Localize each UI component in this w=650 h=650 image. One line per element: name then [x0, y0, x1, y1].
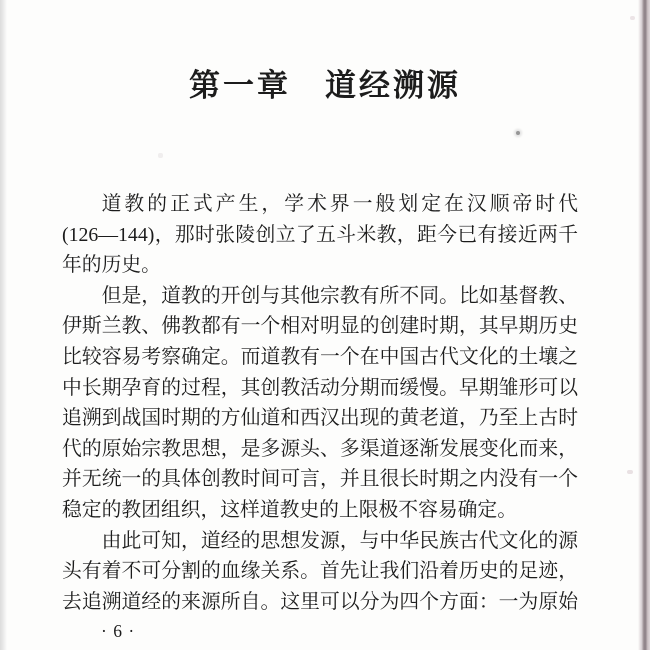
page-number: · 6 ·	[101, 621, 136, 641]
text-line: 头有着不可分割的血缘关系。首先让我们沿着历史的足迹，	[62, 560, 578, 583]
text-line: 由此可知，道经的思想发源，与中华民族古代文化的源	[101, 529, 578, 552]
body-text	[62, 189, 578, 617]
text-line: 去追溯道经的来源所自。这里可以分为四个方面：一为原始	[62, 590, 578, 613]
text-line: 但是，道教的开创与其他宗教有所不同。比如基督教、	[101, 284, 578, 307]
paragraph	[62, 281, 578, 526]
scan-speck	[630, 16, 635, 20]
chapter-title: 第一章 道经溯源	[189, 67, 461, 103]
paragraph	[62, 189, 578, 281]
text-line: 追溯到战国时期的方仙道和西汉出现的黄老道，乃至上古时	[62, 407, 578, 430]
text-line: 年的历史。	[62, 254, 161, 277]
text-line: 伊斯兰教、佛教都有一个相对明显的创建时期，其早期历史	[62, 315, 578, 338]
scan-speck	[516, 131, 520, 135]
text-line: 稳定的教团组织，这样道教史的上限极不容易确定。	[62, 498, 517, 521]
scan-speck	[627, 470, 633, 474]
scan-speck	[158, 153, 163, 158]
text-line: 中长期孕育的过程，其创教活动分期而缓慢。早期雏形可以	[62, 376, 578, 399]
text-line: 道教的正式产生，学术界一般划定在汉顺帝时代	[101, 193, 578, 215]
text-line: 代的原始宗教思想，是多源头、多渠道逐渐发展变化而来，	[62, 437, 578, 460]
text-line: 并无统一的具体创教时间可言，并且很长时期之内没有一个	[62, 468, 578, 491]
paragraph	[62, 526, 578, 618]
text-line: (126—144)，那时张陵创立了五斗米教，距今已有接近两千	[62, 223, 578, 246]
text-line: 比较容易考察确定。而道教有一个在中国古代文化的土壤之	[62, 345, 578, 368]
